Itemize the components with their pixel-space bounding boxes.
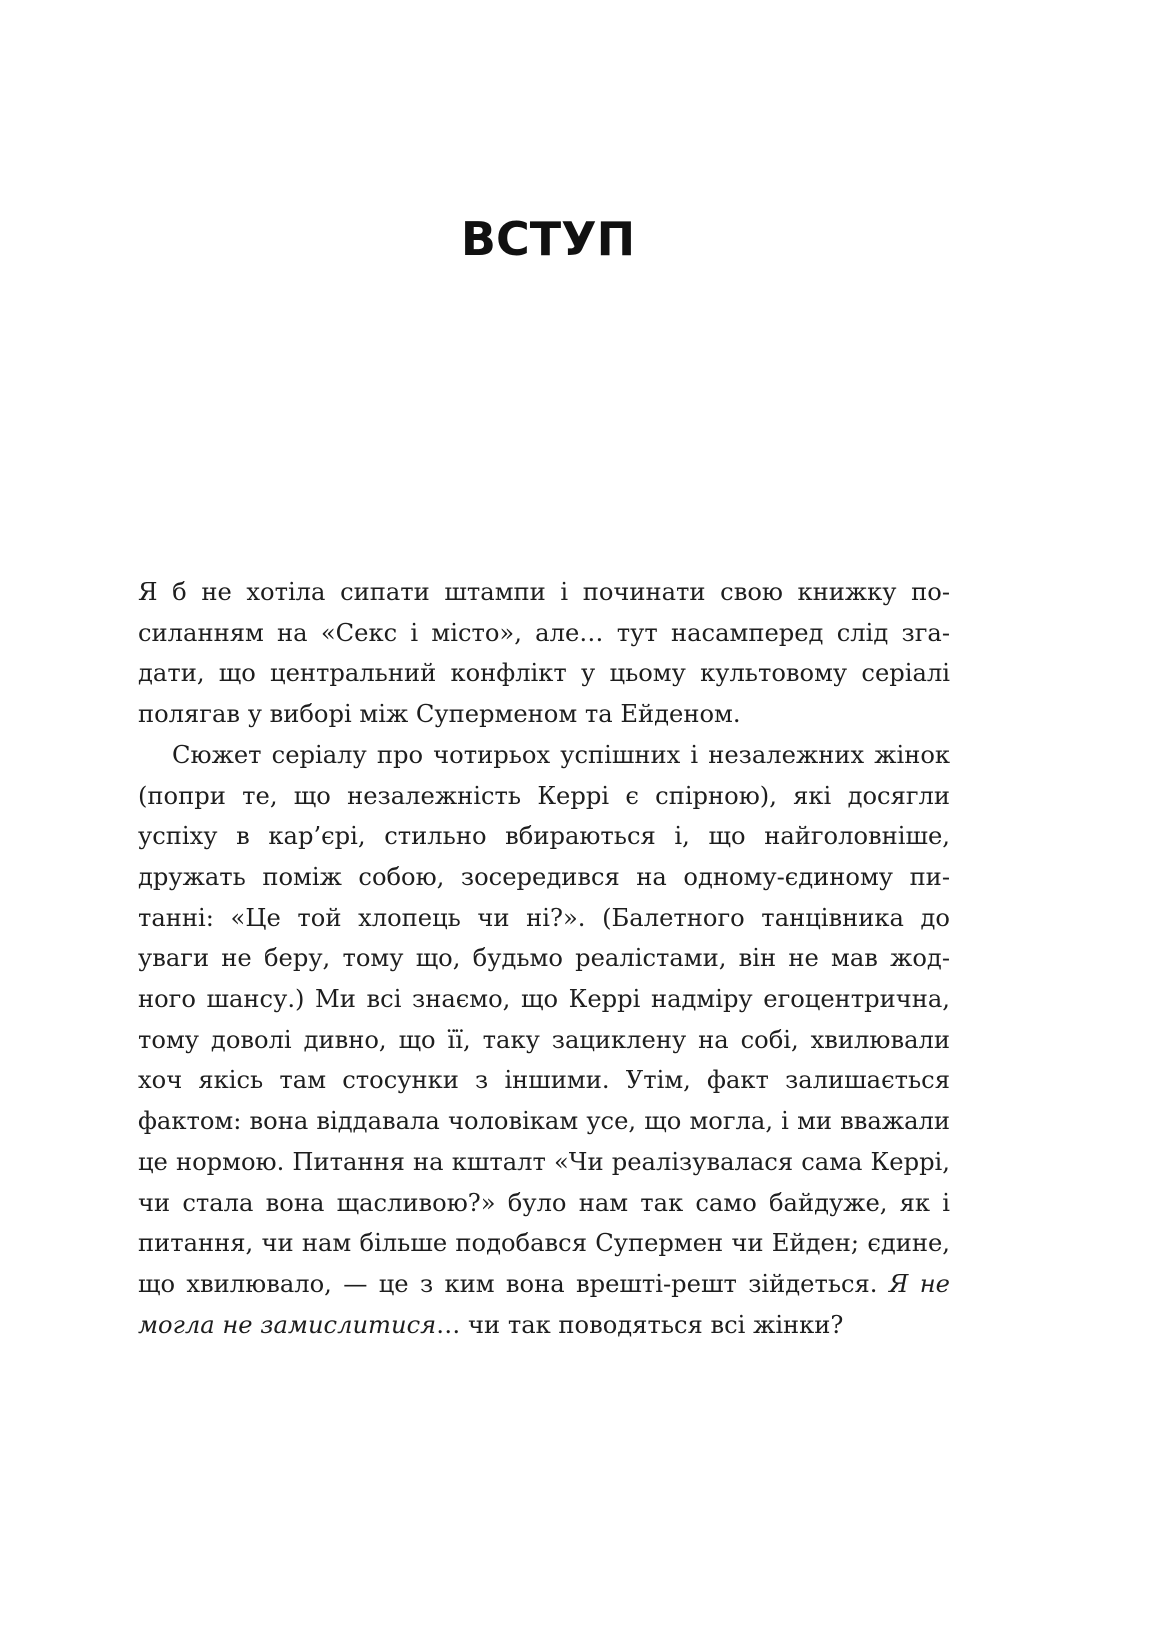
paragraph-2 bbox=[138, 735, 950, 1346]
chapter-title: ВСТУП bbox=[460, 212, 636, 266]
paragraph-2-text: Сюжет серіалу про чотирьох успішних і незалежних жінок (попри те, що незалежність Керрі є спірною), які досягли успіху в кар’єрі, стильно вбираються і, що найголовніше, дружать поміж собою, зосередився на одному-єдиному питанні: «Це той хлопець чи ні?». (Балетного танцівника до уваги не беру, тому що, будьмо реалістами, він не мав жодного шансу.) Ми всі знаємо, що Керрі надміру егоцентрична, тому доволі дивно, що її, таку зациклену на собі, хвилювали хоч якісь там стосунки з іншими. Утім, факт залишається фактом: вона віддавала чоловікам усе, що могла, і ми вважали це нормою. Питання на кшталт «Чи реалізувалася сама Керрі, чи стала вона щасливою?» було нам так само байдуже, як і питання, чи нам більше подобався Супермен чи Ейден; єдине, що хвилювало, — це з ким вона врешті-решт зійдеться. bbox=[138, 740, 950, 1298]
paragraph-2-ending: … чи так поводяться всі жінки? bbox=[436, 1310, 844, 1339]
paragraph-1: Я б не хотіла сипати штампи і починати свою книжку посиланням на «Секс і місто», але… тут насамперед слід згадати, що центральний конфлікт у цьому культовому серіалі полягав у виборі між Суперменом та Ейденом. bbox=[138, 578, 950, 729]
body-text bbox=[138, 572, 950, 1345]
italic-phrase: Я не могла не замислитися bbox=[138, 1269, 950, 1339]
